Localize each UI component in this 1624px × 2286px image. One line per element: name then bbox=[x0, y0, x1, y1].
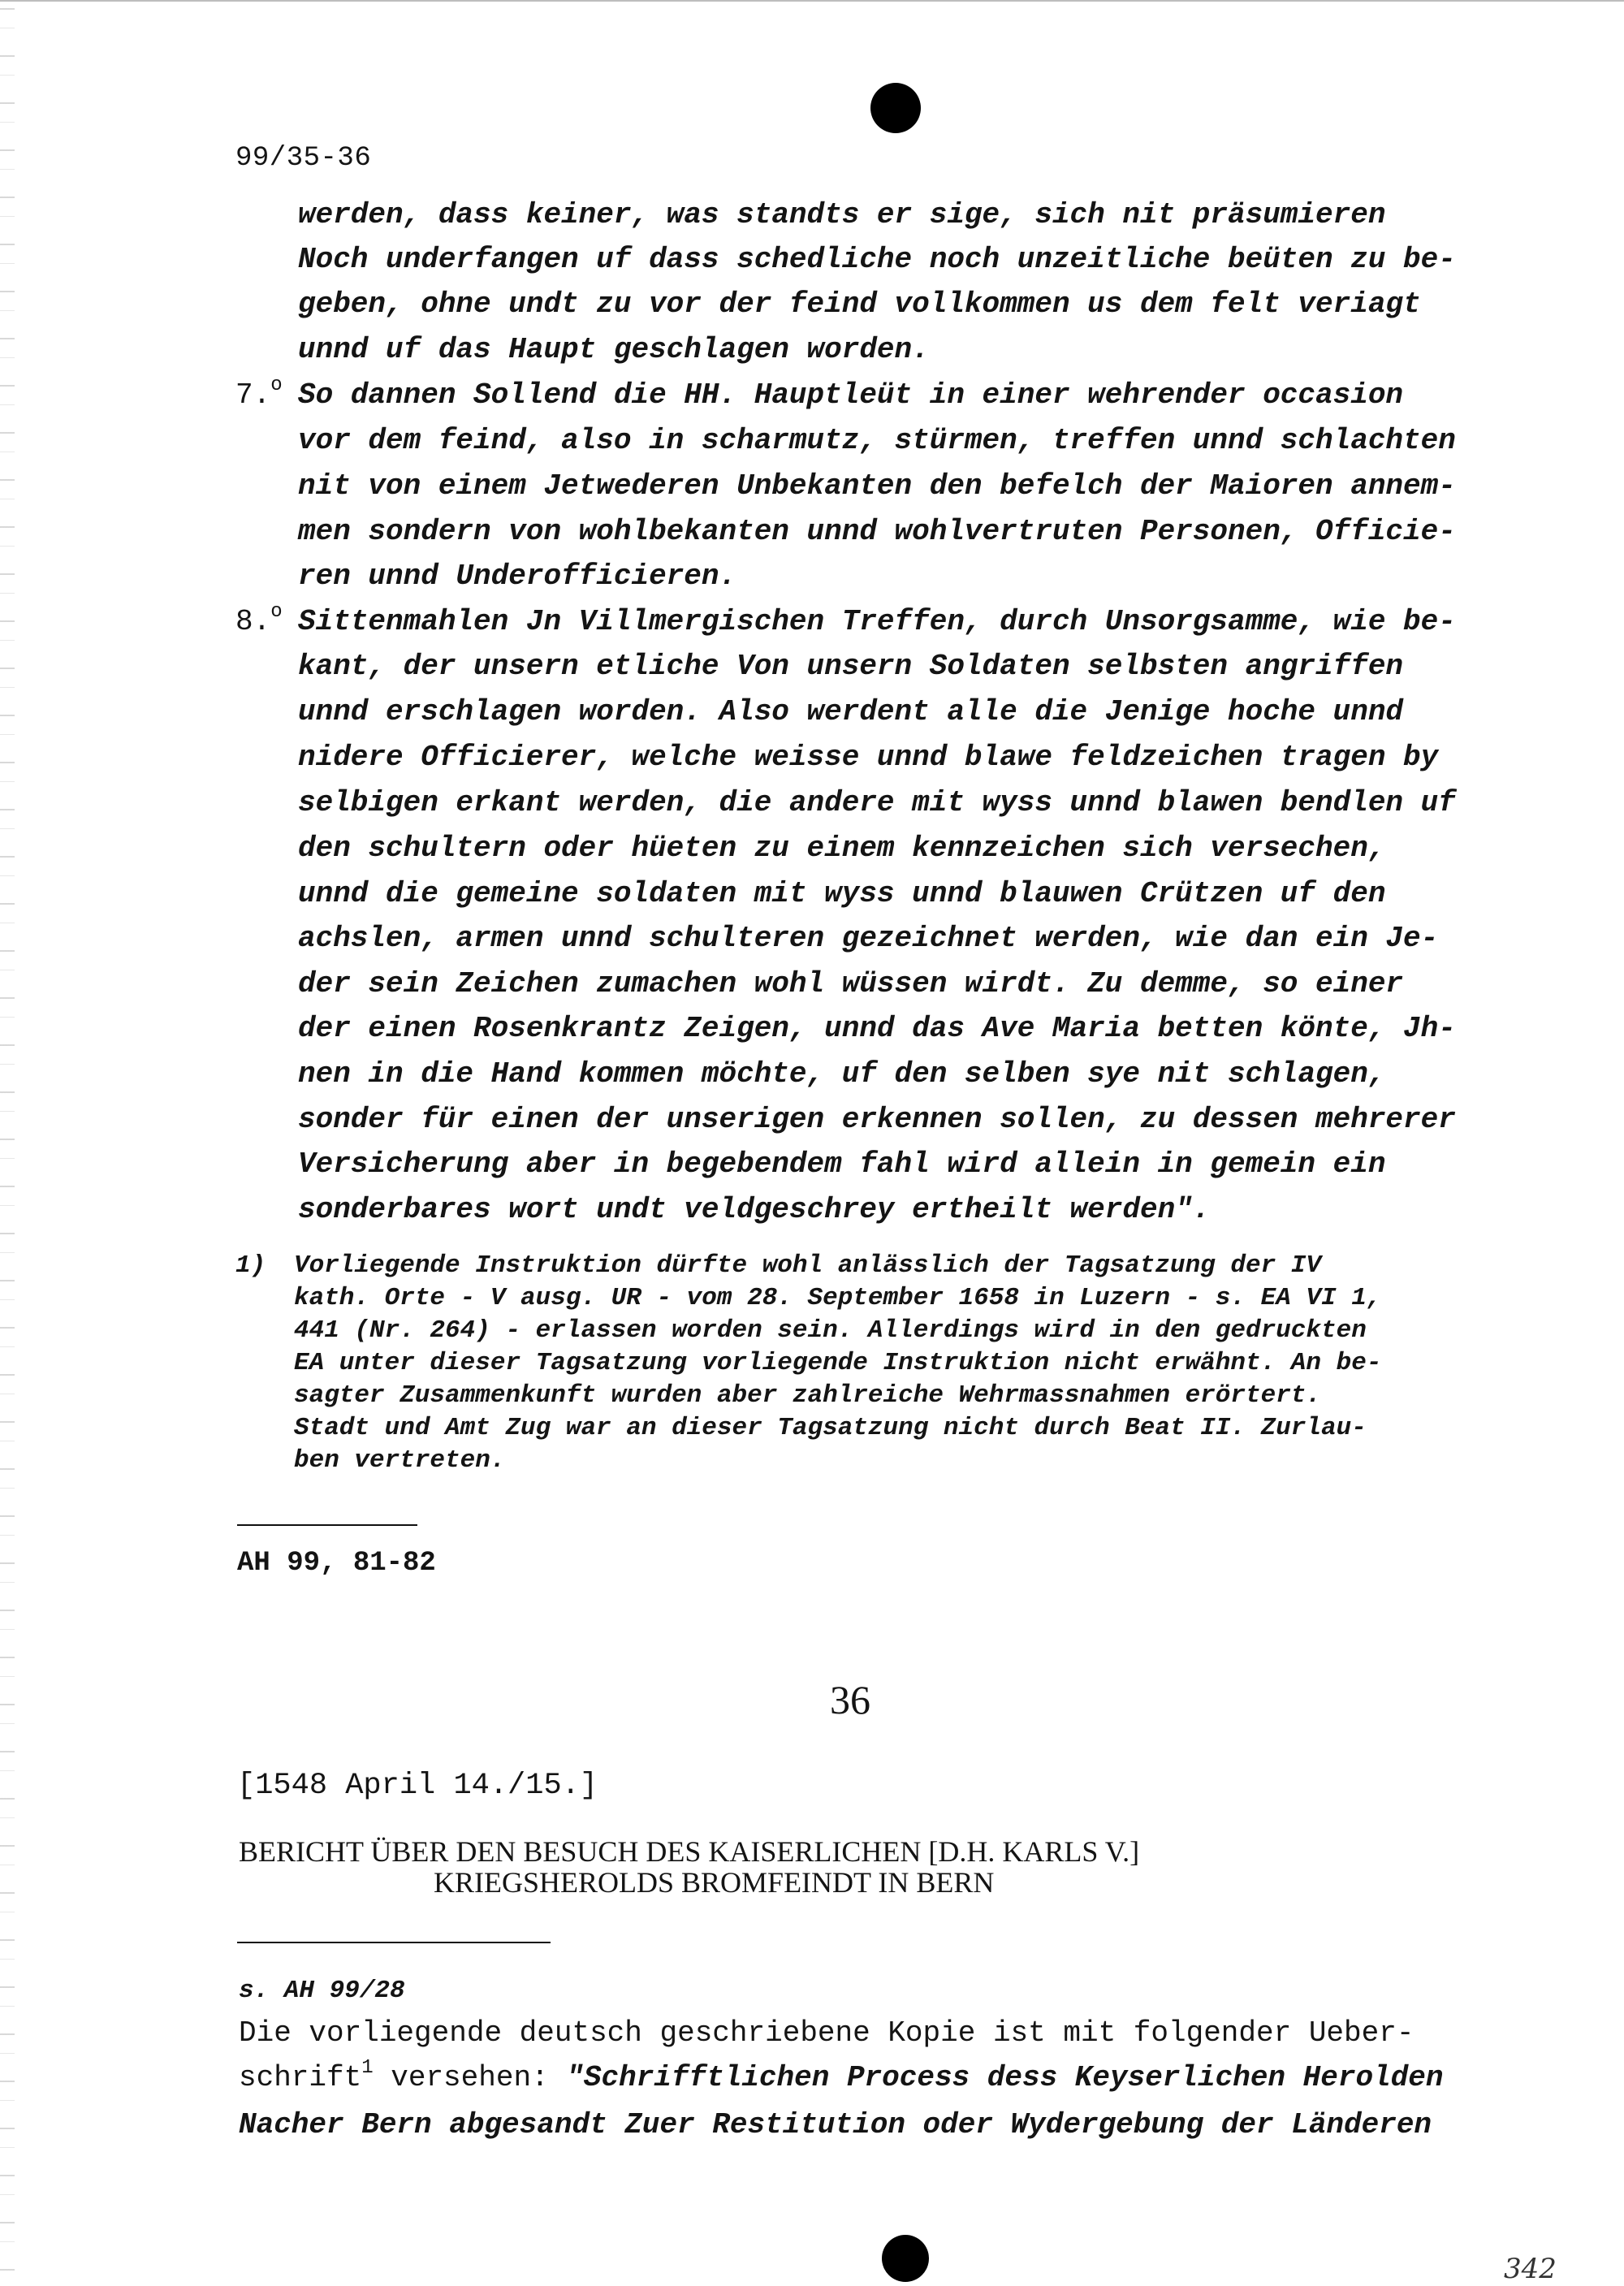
source-reference: AH 99, 81-82 bbox=[237, 1548, 436, 1579]
document-title-line-2: KRIEGSHEROLDS BROMFEINDT IN BERN bbox=[434, 1866, 995, 1899]
separator-rule-1 bbox=[237, 1524, 417, 1526]
handwritten-page-mark bbox=[1504, 2253, 1557, 2285]
body-line: achslen, armen unnd schulteren gezeichnet werden, wie dan ein Je- bbox=[298, 922, 1439, 955]
item-number-7 bbox=[235, 374, 283, 412]
footnote-line: sagter Zusammenkunft wurden aber zahlreiche Wehrmassnahmen erörtert. bbox=[294, 1381, 1322, 1410]
body-line: vor dem feind, also in scharmutz, stürmen, treffen unnd schlachten bbox=[298, 424, 1456, 457]
document-date: [1548 April 14./15.] bbox=[237, 1769, 598, 1803]
body-line: kant, der unsern etliche Von unsern Soldaten selbsten angriffen bbox=[298, 650, 1404, 683]
intro-line-1: Die vorliegende deutsch geschriebene Kopie ist mit folgender Ueber- bbox=[239, 2016, 1415, 2050]
body-line: der sein Zeichen zumachen wohl wüssen wirdt. Zu demme, so einer bbox=[298, 967, 1404, 1000]
document-title-line-1: BERICHT ÜBER DEN BESUCH DES KAISERLICHEN [D.H. KARLS V.] bbox=[239, 1835, 1140, 1868]
body-line: nen in die Hand kommen möchte, uf den selben sye nit schlagen, bbox=[298, 1057, 1386, 1091]
degree-mark: o bbox=[270, 374, 283, 396]
footnote-line: 441 (Nr. 264) - erlassen worden sein. Allerdings wird in den gedruckten bbox=[294, 1316, 1367, 1345]
footnote-marker: 1) bbox=[235, 1251, 266, 1280]
document-number: 36 bbox=[830, 1677, 870, 1722]
body-line: sonderbares wort undt veldgeschrey ertheilt werden". bbox=[298, 1193, 1211, 1226]
item-number-7-text: 7. bbox=[235, 378, 271, 412]
intro-quote-start: "Schrifftlichen Process dess Keyserlichen Herolden bbox=[566, 2061, 1444, 2094]
body-line: den schultern oder hüeten zu einem kennzeichen sich versechen, bbox=[298, 832, 1386, 865]
see-reference: s. AH 99/28 bbox=[239, 1977, 405, 2005]
body-line: der einen Rosenkrantz Zeigen, unnd das Ave Maria betten könte, Jh- bbox=[298, 1012, 1456, 1045]
intro-line-2 bbox=[239, 2057, 1444, 2094]
footnote-ref-superscript: 1 bbox=[361, 2057, 374, 2079]
body-line: sonder für einen der unserigen erkennen sollen, zu dessen mehrerer bbox=[298, 1103, 1456, 1136]
body-line: ren unnd Underofficieren. bbox=[298, 560, 737, 593]
intro-word-schrift: schrift bbox=[239, 2061, 362, 2094]
item-number-8-text: 8. bbox=[235, 605, 271, 638]
footnote-line: Vorliegende Instruktion dürfte wohl anlässlich der Tagsatzung der IV bbox=[294, 1251, 1322, 1280]
footnote-line: kath. Orte - V ausg. UR - vom 28. September 1658 in Luzern - s. EA VI 1, bbox=[294, 1284, 1382, 1312]
body-line: Noch underfangen uf dass schedliche noch unzeitliche beüten zu be- bbox=[298, 243, 1456, 276]
item-number-8 bbox=[235, 601, 283, 638]
binding-hole-top bbox=[870, 83, 921, 133]
footnote-line: ben vertreten. bbox=[294, 1446, 506, 1475]
body-line: Sittenmahlen Jn Villmergischen Treffen, durch Unsorgsamme, wie be- bbox=[298, 605, 1456, 638]
body-line: nidere Officierer, welche weisse unnd blawe feldzeichen tragen by bbox=[298, 741, 1439, 774]
body-line: selbigen erkant werden, die andere mit wyss unnd blawen bendlen uf bbox=[298, 786, 1456, 819]
handwritten-page-number: 342 bbox=[1504, 2253, 1557, 2285]
footnote-line: Stadt und Amt Zug war an dieser Tagsatzung nicht durch Beat II. Zurlau- bbox=[294, 1414, 1367, 1442]
body-line: men sondern von wohlbekanten unnd wohlvertruten Personen, Officie- bbox=[298, 515, 1456, 548]
body-line: werden, dass keiner, was standts er sige, sich nit präsumieren bbox=[298, 198, 1386, 231]
separator-rule-2 bbox=[237, 1942, 551, 1943]
body-line: unnd uf das Haupt geschlagen worden. bbox=[298, 333, 930, 366]
scan-edge-specks bbox=[0, 0, 15, 2286]
intro-line-3: Nacher Bern abgesandt Zuer Restitution oder Wydergebung der Länderen bbox=[239, 2108, 1432, 2141]
body-line: geben, ohne undt zu vor der feind vollkommen us dem felt veriagt bbox=[298, 287, 1421, 321]
body-line: nit von einem Jetwederen Unbekanten den befelch der Maioren annem- bbox=[298, 469, 1456, 503]
binding-hole-bottom bbox=[882, 2235, 929, 2282]
body-line: unnd die gemeine soldaten mit wyss unnd blauwen Crützen uf den bbox=[298, 877, 1386, 910]
degree-mark: o bbox=[270, 601, 283, 623]
body-line: So dannen Sollend die HH. Hauptleüt in einer wehrender occasion bbox=[298, 378, 1404, 412]
page-reference: 99/35-36 bbox=[235, 143, 372, 174]
footnote-line: EA unter dieser Tagsatzung vorliegende Instruktion nicht erwähnt. An be- bbox=[294, 1349, 1382, 1377]
body-line: Versicherung aber in begebendem fahl wird allein in gemein ein bbox=[298, 1147, 1386, 1181]
body-line: unnd erschlagen worden. Also werdent alle die Jenige hoche unnd bbox=[298, 695, 1404, 728]
scan-top-edge bbox=[0, 0, 1624, 2]
intro-word-versehen: versehen: bbox=[373, 2061, 567, 2094]
